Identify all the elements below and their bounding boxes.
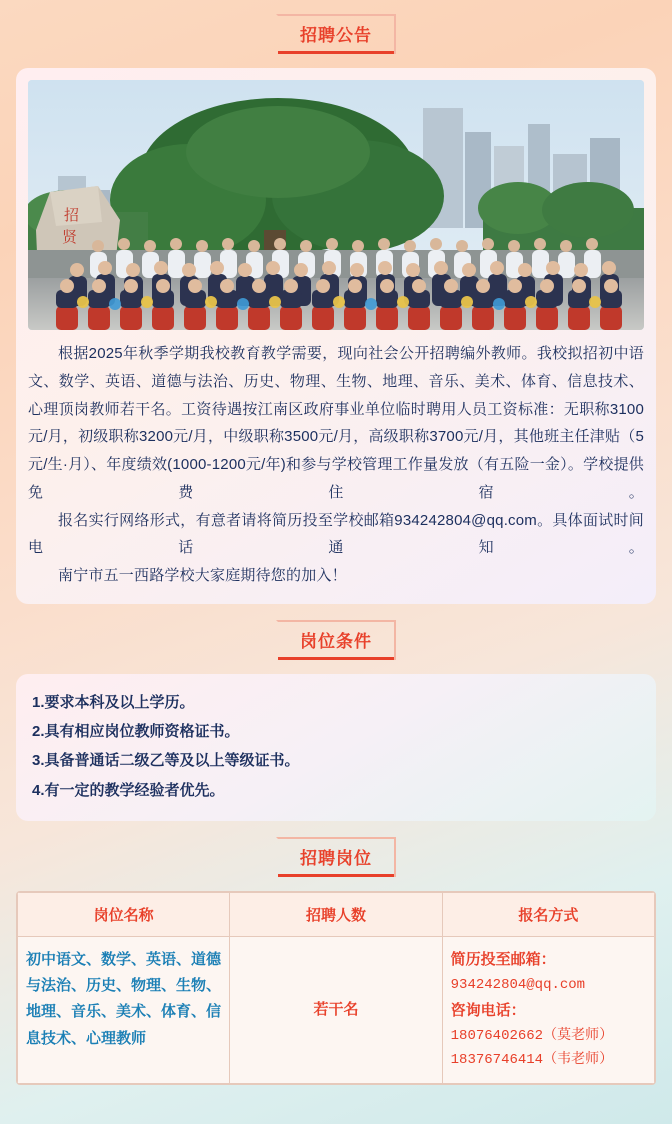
notice-title-wrap (16, 14, 656, 54)
conditions-title-wrap (16, 620, 656, 660)
section-title-notice: 招聘公告 (276, 14, 396, 54)
notice-paragraph-2: 报名实行网络形式，有意者请将简历投至学校邮箱934242804@qq.com。具体面试时间电话通知。 (28, 511, 644, 557)
positions-title-wrap (16, 837, 656, 877)
svg-text:招: 招 (64, 206, 80, 224)
conditions-card (16, 674, 656, 821)
table-row (18, 936, 655, 1083)
notice-paragraph-3: 南宁市五一西路学校大家庭期待您的加入！ (58, 567, 347, 584)
apply-email-value: 934242804@qq.com (450, 977, 586, 993)
notice-text (28, 340, 644, 590)
page-root (0, 14, 672, 1124)
positions-table-wrap (16, 891, 656, 1085)
condition-item: 1.要求本科及以上学历。 (32, 693, 195, 711)
notice-paragraph-1: 根据2025年秋季学期我校教育教学需要，现向社会公开招聘编外教师。我校拟招初中语文、数学、英语、道德与法治、历史、物理、生物、地理、音乐、美术、体育、信息技术、心理顶岗教师若干名。工资待遇按江南区政府事业单位临时聘用人员工资标准：无职称3100元/月，初级职称3200元/月，中级职称3500元/月，高级职称3700元/月，其他班主任津贴（5元/生·月）、年度绩效(1000-1200元/年)和参与学校管理工作量发放（有五险一金）。学校提供免费住宿。 (28, 345, 644, 501)
group-photo-illustration (28, 80, 644, 330)
group-photo (28, 80, 644, 330)
apply-tel-1: 18076402662（莫老师） (450, 1027, 614, 1044)
positions-table (17, 892, 655, 1084)
svg-text:贤: 贤 (62, 228, 78, 246)
cell-apply-method (442, 936, 654, 1083)
apply-email-label: 简历投至邮箱： (450, 950, 556, 968)
table-header-apply: 报名方式 (442, 892, 654, 936)
condition-item: 4.有一定的教学经验者优先。 (32, 781, 225, 799)
table-header-count: 招聘人数 (230, 892, 442, 936)
section-title-positions: 招聘岗位 (276, 837, 396, 877)
notice-card (16, 68, 656, 604)
cell-post-names: 初中语文、数学、英语、道德与法治、历史、物理、生物、地理、音乐、美术、体育、信息技术、心理教师 (18, 936, 230, 1083)
table-header-row (18, 892, 655, 936)
condition-item: 2.具有相应岗位教师资格证书。 (32, 723, 240, 740)
apply-tel-2: 18376746414（韦老师） (450, 1052, 614, 1069)
section-title-conditions: 岗位条件 (276, 620, 396, 660)
cell-count: 若干名 (230, 936, 442, 1083)
condition-item: 3.具备普通话二级乙等及以上等级证书。 (32, 752, 300, 770)
table-header-post: 岗位名称 (18, 892, 230, 936)
apply-tel-label: 咨询电话： (450, 1001, 526, 1019)
